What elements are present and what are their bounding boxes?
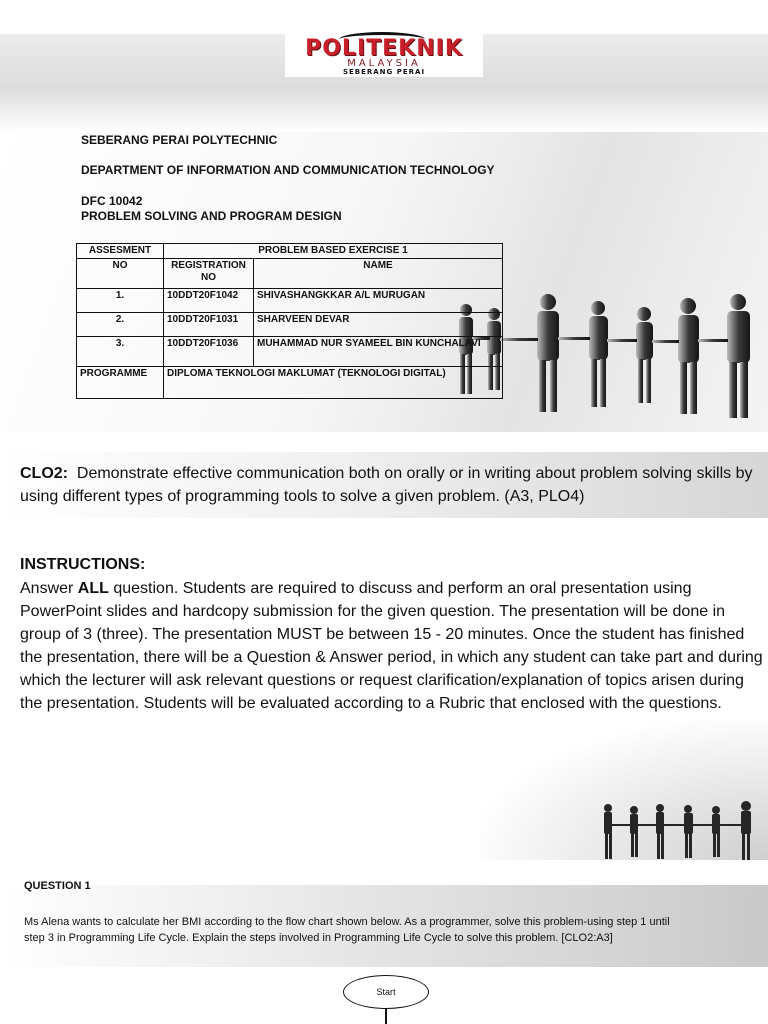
column-header-no: NO	[77, 259, 164, 289]
small-people-image	[590, 800, 768, 862]
clo-text: Demonstrate effective communication both on orally or in writing about problem solving skills by using different types of programming tools to solve a given problem. (A3, PLO4)	[20, 465, 753, 505]
logo-title: POLITEKNIK	[305, 36, 463, 61]
row-name: MUHAMMAD NUR SYAMEEL BIN KUNCHALAVI	[254, 337, 503, 367]
politeknik-logo	[285, 32, 483, 77]
course-name: PROBLEM SOLVING AND PROGRAM DESIGN	[81, 209, 342, 223]
flowchart-start-label: Start	[376, 987, 396, 997]
instructions-body: question. Students are required to discuss and perform an oral presentation using PowerPoint slides and hardcopy submission for the given question. The presentation will be done in group of 3 (three). The presentation MUST be between 15 - 20 minutes. Once the student has finished the presentation, there will be a Question & Answer period, in which any student can take part and during which the lecturer will ask relevant questions or request clarification/explanation of topics arisen during the presentation. Students will be evaluated according to a Rubric that enclosed with the questions.	[20, 580, 763, 712]
row-name: SHARVEEN DEVAR	[254, 313, 503, 337]
instructions-prefix: Answer	[20, 580, 78, 597]
logo-country: MALAYSIA	[347, 58, 421, 69]
row-number: 3.	[77, 337, 164, 367]
row-registration: 10DDT20F1036	[164, 337, 254, 367]
instructions-title: INSTRUCTIONS:	[20, 556, 146, 573]
question-title: QUESTION 1	[24, 880, 91, 892]
table-row	[77, 367, 503, 399]
row-number: 1.	[77, 289, 164, 313]
table-row	[77, 244, 503, 259]
assessment-label: ASSESMENT	[77, 244, 164, 259]
instructions-emphasis: ALL	[77, 580, 109, 597]
row-registration: 10DDT20F1042	[164, 289, 254, 313]
programme-label: PROGRAMME	[77, 367, 164, 399]
row-registration: 10DDT20F1031	[164, 313, 254, 337]
question-text: Ms Alena wants to calculate her BMI according to the flow chart shown below. As a programmer, solve this problem-using step 1 until step 3 in Programming Life Cycle. Explain the steps involved in Programming Life Cycle to solve this problem. [CLO2:A3]	[24, 916, 670, 944]
flowchart-start-terminal	[343, 975, 429, 1009]
assessment-table	[76, 243, 503, 399]
column-header-name: NAME	[254, 259, 503, 289]
clo-label: CLO2:	[20, 465, 68, 482]
table-header-row	[77, 259, 503, 289]
course-code: DFC 10042	[81, 194, 143, 208]
column-header-registration: REGISTRATION NO	[164, 259, 254, 289]
table-row	[77, 313, 503, 337]
programme-value: DIPLOMA TEKNOLOGI MAKLUMAT (TEKNOLOGI DIGITAL)	[164, 367, 503, 399]
institution-name: SEBERANG PERAI POLYTECHNIC	[81, 133, 278, 147]
row-number: 2.	[77, 313, 164, 337]
instructions-text	[20, 577, 765, 715]
table-row	[77, 337, 503, 367]
assessment-value: PROBLEM BASED EXERCISE 1	[164, 244, 503, 259]
logo-campus: SEBERANG PERAI	[342, 68, 426, 76]
department-name: DEPARTMENT OF INFORMATION AND COMMUNICATION TECHNOLOGY	[81, 163, 495, 177]
row-name: SHIVASHANGKKAR A/L MURUGAN	[254, 289, 503, 313]
table-row	[77, 289, 503, 313]
flowchart-connector-line	[385, 1008, 387, 1024]
clo-statement	[20, 462, 755, 508]
